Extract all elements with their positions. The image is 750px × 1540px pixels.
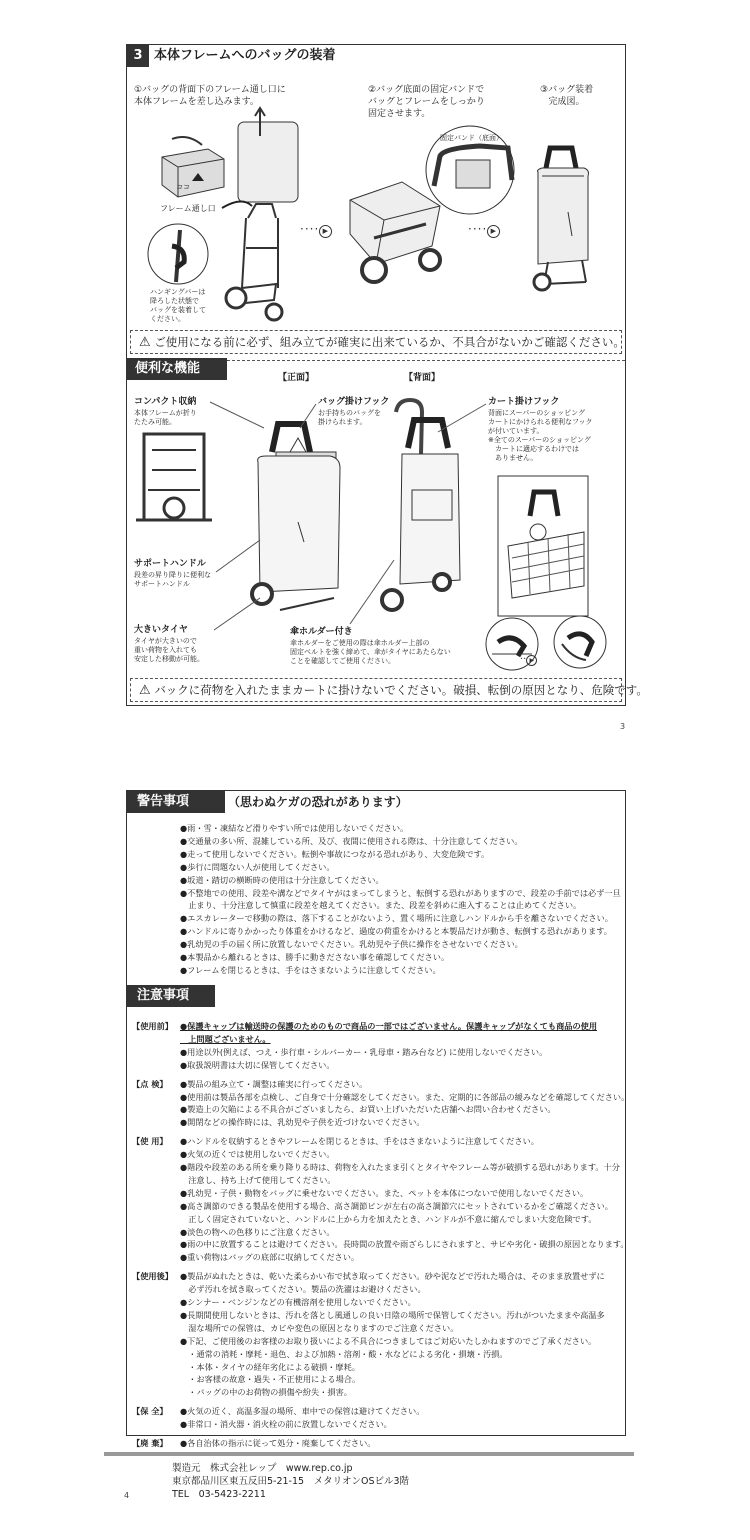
- support-title: サポートハンドル: [134, 559, 206, 569]
- caution-group-label: 【使 用】: [132, 1136, 168, 1147]
- warn-item: ●交通量の多い所、混雑している所、及び、夜間に使用される際は、十分注意してください。: [180, 835, 523, 846]
- caution-item: ●各自治体の指示に従って処分・廃棄してください。: [180, 1438, 376, 1448]
- compact-text: 本体フレームが折り たたみ可能。: [134, 409, 197, 426]
- caution-item: 正しく固定されていないと、ハンドルに上から力を加えたとき、ハンドルが不意に縮んでしまい大変危険です。: [180, 1213, 597, 1224]
- footer-rule: [104, 1452, 634, 1456]
- warn-list: [180, 822, 620, 977]
- caution-item: ●長期間使用しないときは、汚れを落とし風通しの良い日陰の場所で保管してください。汚れがついたままや高温多: [180, 1309, 605, 1320]
- caution-item: ●下記、ご使用後のお客様のお取り扱いによる不具合につきましてはご対応いたしかねますのでご了承ください。: [180, 1335, 597, 1346]
- warn-item: ●本製品から離れるときは、勝手に動きださない事を確認してください。: [180, 952, 450, 963]
- caution-item: ●保護キャップは輸送時の保護のためのもので商品の一部ではございません。保護キャップがなくても商品の使用: [180, 1021, 598, 1031]
- umbrella-title: 傘ホルダー付き: [290, 627, 353, 637]
- caution-item: ●火気の近くでは使用しないでください。: [180, 1149, 335, 1160]
- assembly-warning-text: ご使用になる前に必ず、組み立てが確実に出来ているか、不具合がないかご確認ください。: [154, 335, 625, 349]
- warn-item: ●フレームを閉じるときは、手をはさまないように注意してください。: [180, 964, 441, 975]
- footer-line3: TEL 03-5423-2211: [172, 1489, 266, 1500]
- caution-item: ●非常口・消火器・消火栓の前に放置しないでください。: [180, 1419, 392, 1430]
- step1-text: ①バッグの背面下のフレーム通し口に 本体フレームを差し込みます。: [134, 85, 286, 107]
- caution-group-label: 【使用前】: [132, 1021, 173, 1031]
- caution-item: ●製品がぬれたときは、乾いた柔らかい布で拭き取ってください。砂や泥などで汚れた場合は、そのまま放置せずに: [180, 1271, 605, 1282]
- caution-title: 注意事項: [127, 985, 215, 1007]
- support-text: 段差の昇り降りに便利な サポートハンドル: [134, 571, 211, 588]
- band-label: 固定バンド（底面）: [440, 134, 503, 142]
- warn-item: ●不整地での使用、段差や溝などでタイヤがはまってしまうと、転倒する恐れがありますので、段差の手前では必ず一旦: [180, 887, 621, 898]
- warn-item: ●ハンドルに寄りかかったり体重をかけるなど、過度の荷重をかけると本製品だけが動き、転倒する恐れがあります。: [180, 926, 612, 937]
- caution-item: 上問題ございません。: [180, 1033, 271, 1044]
- page-number-4: 4: [124, 1491, 130, 1500]
- step3-text: ③バッグ装着 完成図。: [540, 85, 594, 107]
- caution-item: ●使用前は製品各部を点検し、ご自身で十分確認をしてください。また、定期的に各部品の緩みなどを確認してください。: [180, 1091, 630, 1102]
- caution-item: ●製造上の欠陥による不具合がございましたら、お買い上げいただいた店舗へお問い合わせください。: [180, 1104, 556, 1115]
- section-title: 本体フレームへのバッグの装着: [154, 48, 336, 63]
- warn-item: ●走って使用しないでください。転倒や事故につながる恐れがあり、大変危険です。: [180, 848, 490, 859]
- hanging-bar-note: ハンギングバーは 降ろした状態で バッグを装着して ください。: [150, 288, 206, 323]
- koko-label: ココ: [176, 183, 190, 191]
- tire-title: 大きいタイヤ: [134, 625, 188, 635]
- page-number-3: 3: [620, 722, 626, 731]
- caution-item: ・バッグの中のお荷物の損傷や紛失・損害。: [180, 1387, 352, 1398]
- features-title: 便利な機能: [127, 358, 227, 380]
- caution-item: ●淡色の物への色移りにご注意ください。: [180, 1226, 335, 1237]
- caution-item: ●火気の近く、高温多湿の場所、車中での保管は避けてください。: [180, 1406, 425, 1417]
- caution-group-label: 【使用後】: [132, 1271, 173, 1282]
- warn-item: 止まり、十分注意して慎重に段差を越えてください。また、段差を斜めに進入することは止めてください。: [180, 900, 582, 911]
- caution-group-label: 【点 検】: [132, 1078, 168, 1089]
- cart-warning-text: バックに荷物を入れたままカートに掛けないでください。破損、転倒の原因となり、危険です。: [154, 683, 648, 697]
- frame-hole-label: フレーム通し口: [160, 204, 216, 213]
- umbrella-text: 傘ホルダーをご使用の際は傘ホルダー上部の 固定ベルトを強く締めて、傘がタイヤにあたらない ことを確認してご使用ください。: [290, 639, 451, 665]
- caution-item: ・通常の消耗・摩耗・退色、および加熱・溶剤・酸・水などによる劣化・損壊・汚損。: [180, 1348, 508, 1359]
- caution-item: ●シンナー・ベンジンなどの有機溶剤を使用しないでください。: [180, 1297, 416, 1307]
- warn-subtitle: （思わぬケガの恐れがあります）: [228, 795, 408, 809]
- caution-item: ●高さ調節のできる製品を使用する場合、高さ調節ピンが左右の高さ調節穴にセットされているかをご確認ください。: [180, 1200, 613, 1211]
- caution-item: ・本体・タイヤの経年劣化による破損・摩耗。: [180, 1361, 360, 1372]
- warn-item: ●雨・雪・凍結など滑りやすい所では使用しないでください。: [180, 823, 409, 833]
- caution-item: ●開閉などの操作時には、乳幼児や子供を近づけないでください。: [180, 1117, 425, 1128]
- warn-item: ●乳幼児の手の届く所に放置しないでください。乳幼児や子供に操作をさせないでください。: [180, 939, 523, 950]
- warn-item: ●歩行に問題ない人が使用してください。: [180, 861, 335, 872]
- back-label: 【背面】: [404, 373, 441, 383]
- caution-item: 湿な場所での保管は、カビや変色の原因となりますのでご注意ください。: [180, 1322, 459, 1333]
- warn-item: ●エスカレーターで移動の際は、落下することがないよう、置く場所に注意しハンドルから手を離さないでください。: [180, 913, 613, 924]
- hook-text: お手持ちのバッグを 掛けられます。: [318, 409, 381, 426]
- footer-line2: 東京都品川区東五反田5-21-15 メタリオンOSビル3階: [172, 1476, 410, 1487]
- caution-item: 注意し、持ち上げて使用してください。: [180, 1174, 336, 1185]
- caution-item: ●取扱説明書は大切に保管してください。: [180, 1059, 335, 1070]
- caution-item: ・お客様の故意・過失・不正使用による場合。: [180, 1374, 361, 1385]
- caution-item: ●乳幼児・子供・動物をバッグに乗せないでください。また、ペットを本体につないで使用しないでください。: [180, 1187, 589, 1198]
- step2-text: ②バッグ底面の固定バンドで バッグとフレームをしっかり 固定させます。: [368, 85, 485, 119]
- caution-group-label: 【廃 棄】: [132, 1438, 168, 1448]
- cart-hook-title: カート掛けフック: [488, 397, 560, 407]
- caution-triangle-icon: ⚠: [139, 335, 151, 350]
- footer-line1: 製造元 株式会社レップ www.rep.co.jp: [172, 1463, 353, 1474]
- compact-title: コンパクト収納: [134, 397, 197, 407]
- arrow-hook: ·· ▶: [520, 654, 537, 666]
- tire-text: タイヤが大きいので 重い荷物を入れても 安定した移動が可能。: [134, 637, 204, 663]
- caution-item: ●階段や段差のある所を乗り降りる時は、荷物を入れたまま引くとタイヤやフレーム等が破損する恐れがあります。十分: [180, 1162, 620, 1172]
- warn-title: 警告事項: [127, 791, 225, 813]
- hook-title: バッグ掛けフック: [318, 397, 390, 407]
- arrow-step2-to-3: ···· ▶: [468, 222, 500, 238]
- caution-item: ●用途以外(例えば、つえ・歩行車・シルバーカー・乳母車・踏み台など) に使用しないでください。: [180, 1046, 548, 1057]
- section-number: 3: [127, 45, 149, 67]
- caution-item: 必ず汚れを拭き取ってください。製品の洗濯はお避けください。: [180, 1284, 426, 1295]
- caution-group-label: 【保 全】: [132, 1406, 168, 1417]
- warn-item: ●坂道・踏切の横断時の使用は十分注意してください。: [180, 874, 384, 885]
- caution-item: ●製品の組み立て・調整は確実に行ってください。: [180, 1078, 368, 1089]
- caution-item: ●雨の中に放置することは避けてください。長時間の放置や雨ざらしにされますと、サビや劣化・破損の原因となります。: [180, 1239, 629, 1250]
- caution-triangle-icon: ⚠: [139, 683, 151, 698]
- cart-hook-text: 背面にスーパーのショッピング カートにかけられる便利なフック が付いています。 ※全てのスーパーのショッピング カートに適応するわけでは ありません。: [488, 409, 593, 462]
- caution-item: ●ハンドルを収納するときやフレームを閉じるときは、手をはさまないように注意してください。: [180, 1136, 539, 1147]
- cart-warning: [130, 678, 648, 702]
- arrow-step1-to-2: ···· ▶: [300, 222, 332, 238]
- front-label: 【正面】: [278, 373, 315, 383]
- caution-item: ●重い荷物はバッグの底部に収納してください。: [180, 1252, 360, 1263]
- feature-leader-lines: [0, 0, 750, 720]
